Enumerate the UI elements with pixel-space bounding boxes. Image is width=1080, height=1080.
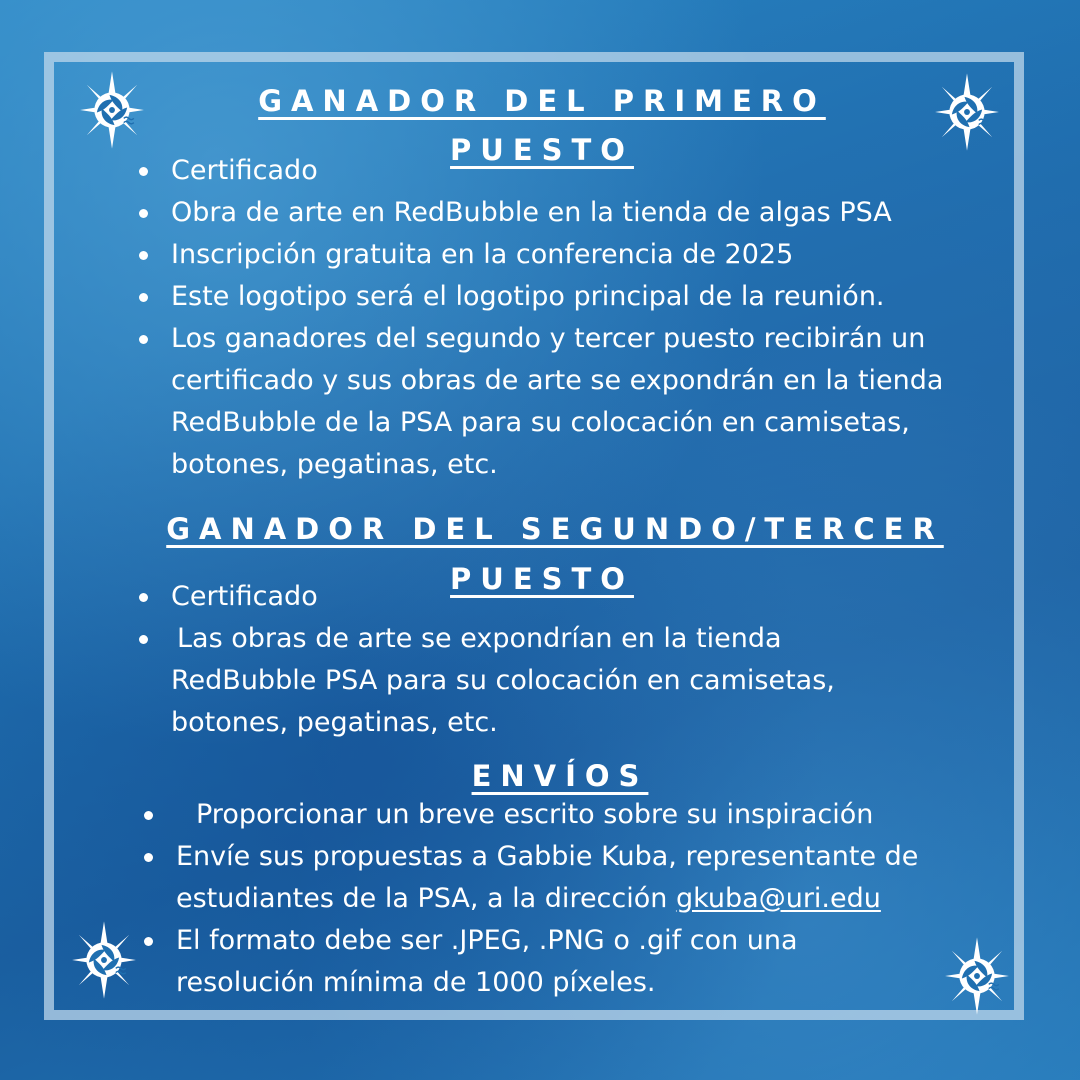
snowflake-icon xyxy=(62,912,146,1008)
submissions-list xyxy=(144,794,984,1004)
snowflake-icon xyxy=(925,64,1009,160)
list-item xyxy=(144,836,986,920)
list-item-text: Las obras de arte se expondrían en la tienda RedBubble PSA para su colocación en camisetas, botones, pegatinas, etc. xyxy=(171,623,835,738)
list-item: Obra de arte en RedBubble en la tienda de algas PSA xyxy=(139,192,959,234)
list-item: Los ganadores del segundo y tercer puesto recibirán un certificado y sus obras de arte se expondrán en la tienda RedBubble de la PSA para su colocación en camisetas, botones, pegatinas, etc. xyxy=(139,318,951,486)
email-link[interactable]: gkuba@uri.edu xyxy=(675,883,881,914)
first-place-title-line1: GANADOR DEL PRIMERO xyxy=(258,84,826,118)
list-item: Certificado xyxy=(139,576,919,618)
list-item: Certificado xyxy=(139,150,959,192)
list-item-text: Envíe sus propuestas a Gabbie Kuba, representante de estudiantes de la PSA, a la dirección xyxy=(176,841,919,914)
list-item xyxy=(144,794,984,836)
list-item: Este logotipo será el logotipo principal de la reunión. xyxy=(139,276,959,318)
first-place-title-line2: PUESTO xyxy=(450,133,634,167)
list-item: El formato debe ser .JPEG, .PNG o .gif con una resolución mínima de 1000 píxeles. xyxy=(144,920,876,1004)
list-item xyxy=(139,618,891,744)
second-place-title-line1: GANADOR DEL SEGUNDO/TERCER xyxy=(166,512,944,546)
list-item-text: Proporcionar un breve escrito sobre su inspiración xyxy=(196,799,874,830)
submissions-title: ENVÍOS xyxy=(471,759,649,793)
list-item: Inscripción gratuita en la conferencia de 2025 xyxy=(139,234,959,276)
second-place-list xyxy=(139,576,919,744)
snowflake-icon xyxy=(70,62,154,158)
first-place-list xyxy=(139,150,959,486)
second-place-title-line2: PUESTO xyxy=(450,562,634,596)
